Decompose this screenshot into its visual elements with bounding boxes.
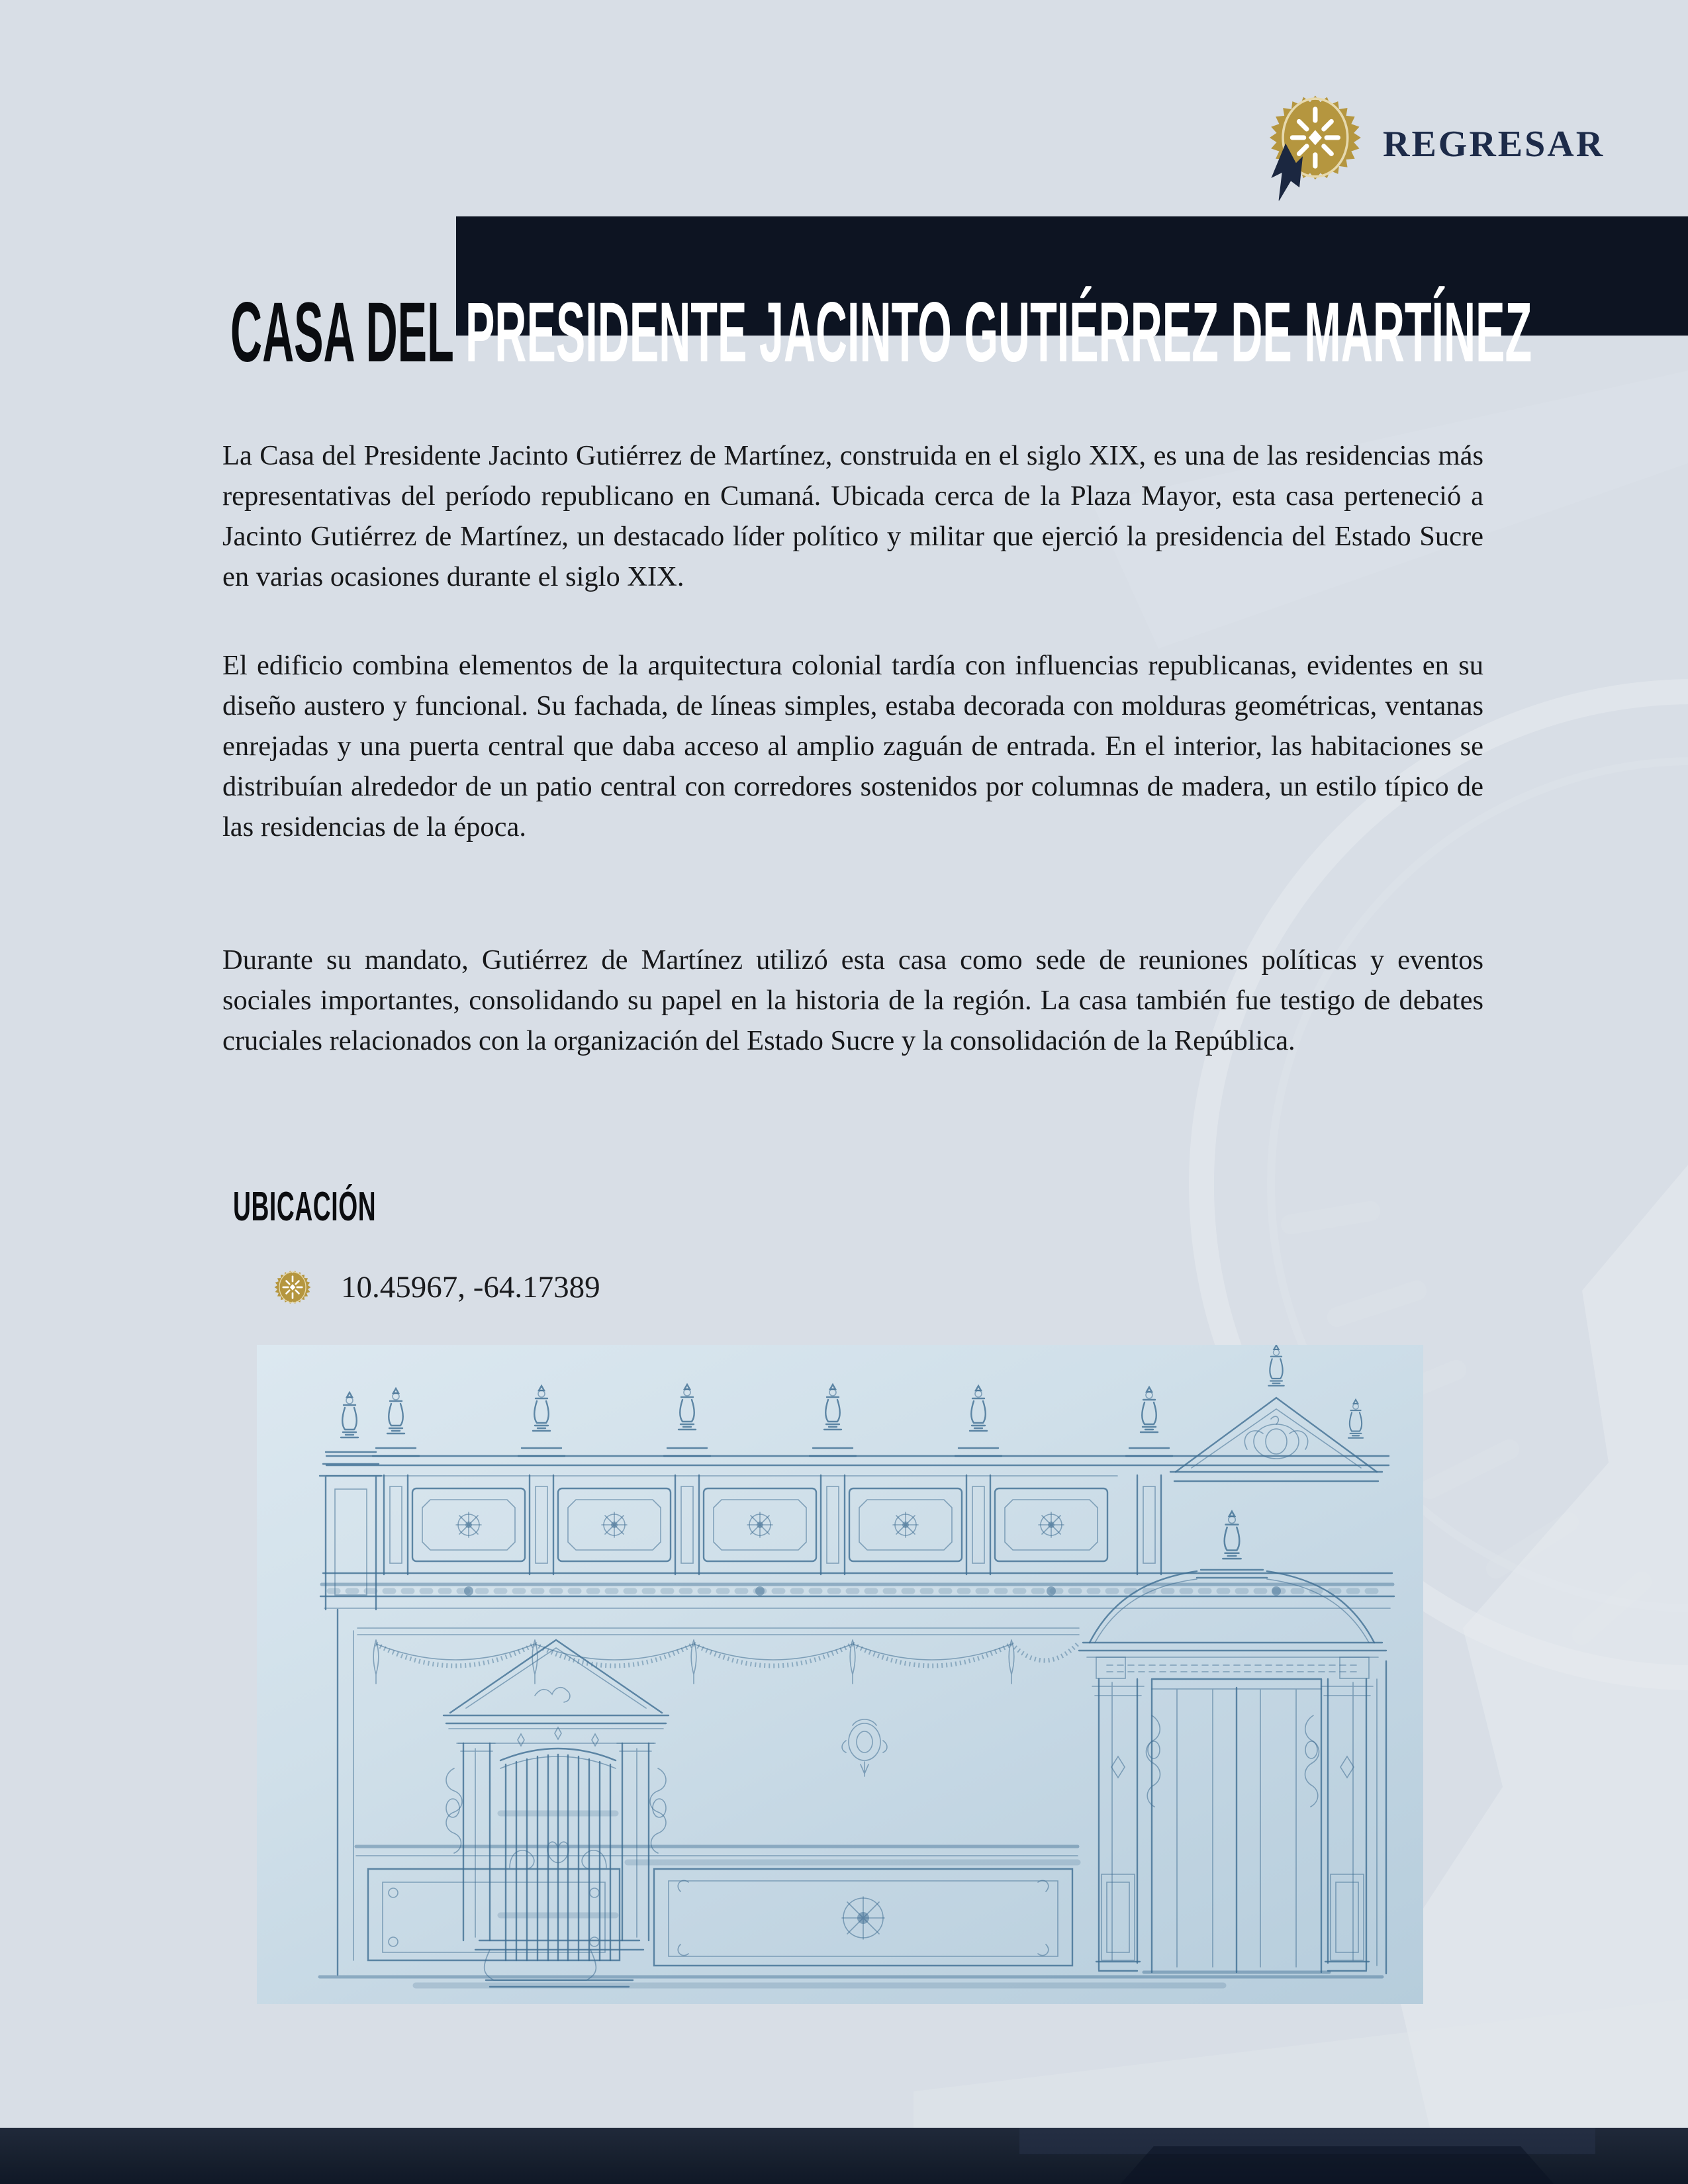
- location-row: [273, 1265, 600, 1309]
- back-button-label: REGRESAR: [1383, 124, 1605, 165]
- footer-watermark-dark: [1119, 2146, 1556, 2184]
- back-seal-cursor-icon: [1261, 88, 1366, 201]
- title-prefix: CASA DEL: [230, 285, 466, 380]
- facade-sketch-image: [257, 1345, 1423, 2004]
- title-highlight: PRESIDENTE JACINTO GUTIÉRREZ DE MARTÍNEZ: [465, 285, 1532, 380]
- footer-band: [0, 2128, 1688, 2184]
- location-coordinates: 10.45967, -64.17389: [341, 1270, 600, 1304]
- location-heading: UBICACIÓN: [233, 1184, 377, 1230]
- back-button[interactable]: [1261, 85, 1605, 204]
- paragraph-history: La Casa del Presidente Jacinto Gutiérrez de Martínez, construida en el siglo XIX, es una de las residencias más representativas del período republicano en Cumaná. Ubicada cerca de la Plaza Mayor, esta casa perteneció a Jacinto Gutiérrez de Martínez, un destacado líder político y militar que ejerció la presidencia del Estado Sucre en varias ocasiones durante el siglo XIX.: [222, 440, 1483, 592]
- location-seal-icon: [273, 1268, 312, 1306]
- paragraph-legacy: Durante su mandato, Gutiérrez de Martínez utilizó esta casa como sede de reuniones políticas y eventos sociales importantes, consolidando su papel en la historia de la región. La casa también fue testigo de debates cruciales relacionados con la organización del Estado Sucre y la consolidación de la República.: [222, 944, 1483, 1056]
- paragraph-architecture: El edificio combina elementos de la arquitectura colonial tardía con influencias republicanas, evidentes en su diseño austero y funcional. Su fachada, de líneas simples, estaba decorada con molduras geométricas, ventanas enrejadas y una puerta central que daba acceso al amplio zaguán de entrada. En el interior, las habitaciones se distribuían alrededor de un patio central con corredores sostenidos por columnas de madera, un estilo típico de las residencias de la época.: [222, 650, 1483, 842]
- page-title: [230, 273, 1532, 392]
